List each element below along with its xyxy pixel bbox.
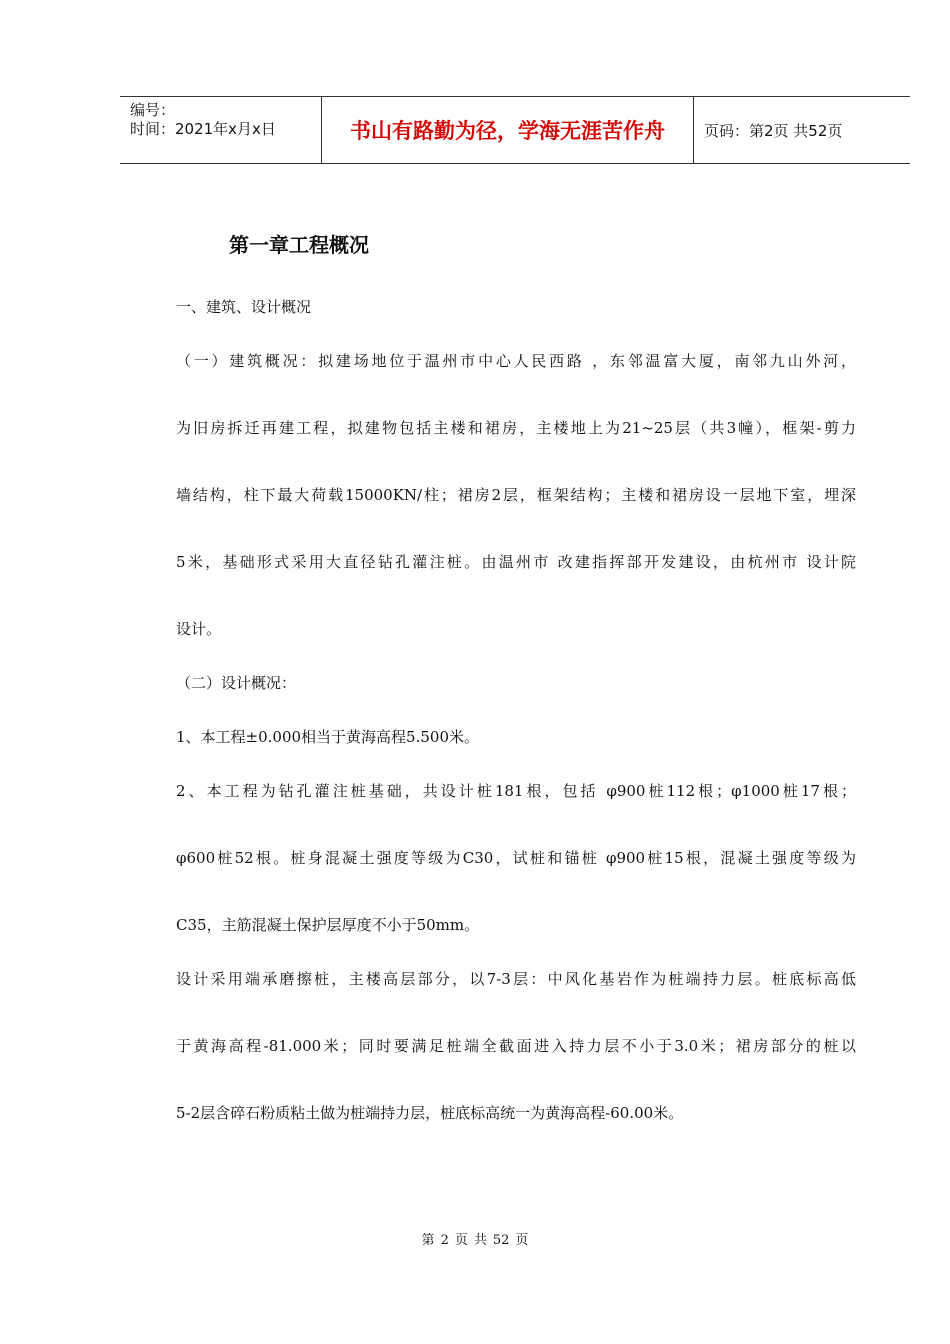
footer-page-number: 2 <box>440 1233 449 1248</box>
paragraph-line: 5-2层含碎石粉质粘土做为桩端持力层，桩底标高统一为黄海高程-60.00米。 <box>176 1104 684 1122</box>
paragraph-line: 设计采用端承磨擦桩，主楼高层部分，以7-3层：中风化基岩作为桩端持力层。桩底标高低 <box>176 970 856 988</box>
paragraph-line: φ600桩52根。桩身混凝土强度等级为C30，试桩和锚桩 φ900桩15根，混凝土强度等级为 <box>176 849 856 867</box>
number-label: 编号： <box>130 101 176 119</box>
paragraph-line: 墙结构，柱下最大荷载15000KN/柱；裙房2层，框架结构；主楼和裙房设一层地下室，埋深 <box>176 486 856 504</box>
paragraph-line: （一）建筑概况：拟建场地位于温州市中心人民西路 ，东邻温富大厦，南邻九山外河， <box>176 352 856 370</box>
footer-gong: 共 <box>473 1233 487 1248</box>
chapter-title: 第一章工程概况 <box>229 233 369 257</box>
paragraph-line: 5米，基础形式采用大直径钻孔灌注桩。由温州市 改建指挥部开发建设，由杭州市 设计院 <box>176 553 856 571</box>
paragraph-line: 为旧房拆迁再建工程，拟建物包括主楼和裙房，主楼地上为21~25层（共3幢），框架-剪力 <box>176 419 856 437</box>
footer-di: 第 <box>421 1233 435 1248</box>
footer-ye2: 页 <box>515 1233 529 1248</box>
paragraph-line: C35，主筋混凝土保护层厚度不小于50mm。 <box>176 916 480 934</box>
subsection-heading: （二）设计概况： <box>176 674 297 692</box>
paragraph-line: 于黄海高程-81.000米；同时要满足桩端全截面进入持力层不小于3.0米；裙房部分的桩以 <box>176 1037 856 1055</box>
section-heading: 一、建筑、设计概况 <box>176 298 312 316</box>
header-motto: 书山有路勤为径，学海无涯苦作舟 <box>322 97 694 163</box>
paragraph-line: 1、本工程±0.000相当于黄海高程5.500米。 <box>176 728 479 746</box>
page-footer <box>0 1229 950 1248</box>
footer-ye: 页 <box>454 1233 468 1248</box>
paragraph-line: 2、本工程为钻孔灌注桩基础，共设计桩181根，包括 φ900桩112根；φ1000桩17根； <box>176 782 856 800</box>
page-header <box>120 96 910 164</box>
paragraph-line: 设计。 <box>176 620 222 638</box>
footer-total-pages: 52 <box>492 1233 510 1248</box>
time-label: 时间：2021年x月x日 <box>130 120 276 138</box>
header-page-code: 页码：第2页 共52页 <box>704 121 843 140</box>
header-meta <box>120 97 322 163</box>
